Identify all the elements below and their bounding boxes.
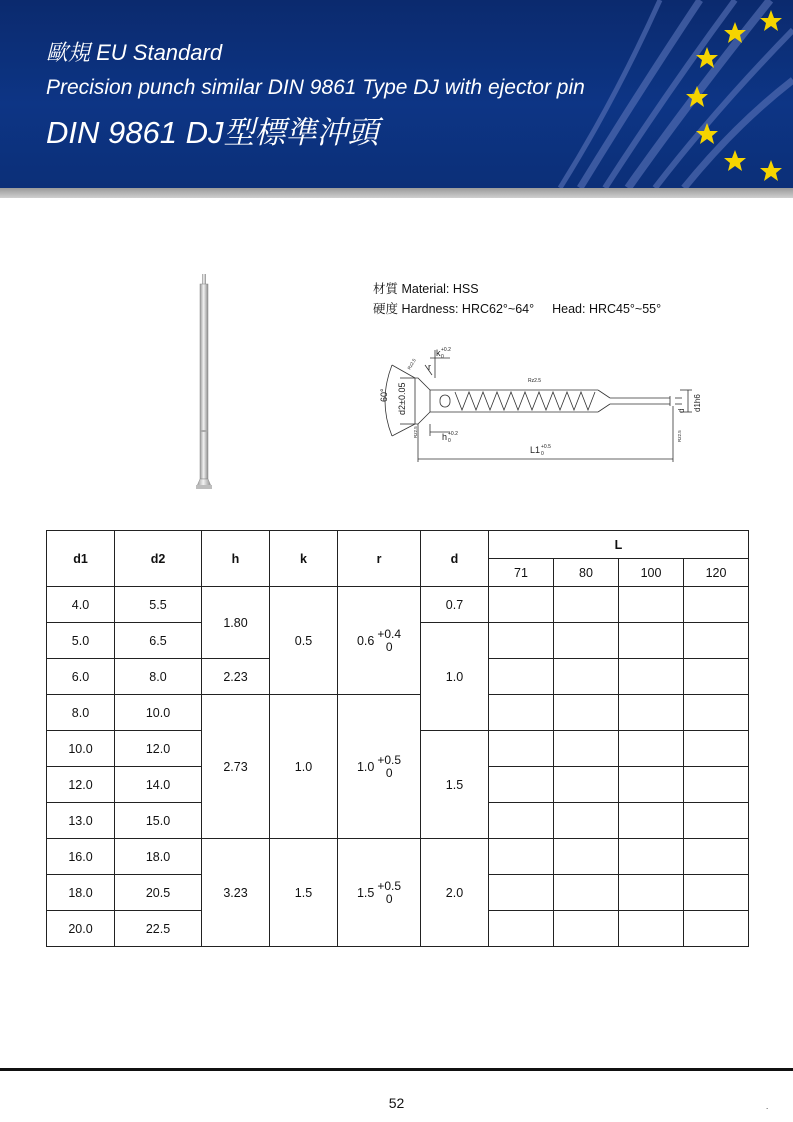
header-L-120: 120 [684, 559, 749, 587]
star-icon [724, 150, 746, 171]
cell-L [619, 731, 684, 767]
material-spec: 材質 Material: HSS [373, 282, 479, 296]
cell-L [684, 659, 749, 695]
cell-L [684, 767, 749, 803]
hardness-value: 硬度 Hardness: HRC62°~64° [373, 302, 535, 316]
cell-d2: 10.0 [115, 695, 202, 731]
surface-finish-shank: Rz2.5 [528, 378, 542, 384]
table-row [47, 587, 749, 623]
header-L-80: 80 [554, 559, 619, 587]
r-upper: +0.5 [377, 878, 402, 893]
cell-d2: 14.0 [115, 767, 202, 803]
cell-d2: 22.5 [115, 911, 202, 947]
cell-L [619, 623, 684, 659]
cell-L [489, 623, 554, 659]
cell-L [489, 767, 554, 803]
L1-tolerance: +0.5 [541, 444, 551, 450]
cell-L [684, 623, 749, 659]
table-row [47, 839, 749, 875]
cell-L [619, 695, 684, 731]
surface-finish-tip: Rz2.5 [677, 430, 682, 442]
cell-d1: 18.0 [47, 875, 115, 911]
r-upper: +0.4 [377, 626, 402, 641]
cell-r [338, 695, 421, 839]
cell-d2: 18.0 [115, 839, 202, 875]
banner-divider [0, 188, 793, 198]
cell-d1: 6.0 [47, 659, 115, 695]
cell-d2: 8.0 [115, 659, 202, 695]
r-lower: 0 [385, 891, 393, 906]
cell-L [619, 875, 684, 911]
cell-L [489, 911, 554, 947]
d-label: d [677, 408, 686, 413]
cell-L [489, 659, 554, 695]
cell-h: 3.23 [202, 839, 270, 947]
r-label: r [428, 362, 431, 372]
header-d: d [421, 531, 489, 587]
cell-L [684, 875, 749, 911]
header-L-71: 71 [489, 559, 554, 587]
cell-d1: 8.0 [47, 695, 115, 731]
h-tolerance-low: 0 [448, 438, 451, 444]
surface-finish-head-top: Rz2.5 [406, 357, 417, 371]
header-k: k [270, 531, 338, 587]
cell-L [684, 731, 749, 767]
cell-L [489, 839, 554, 875]
cell-L [619, 767, 684, 803]
page-number: 52 [388, 1095, 405, 1111]
cell-r [338, 587, 421, 695]
cell-d1: 20.0 [47, 911, 115, 947]
cell-L [619, 803, 684, 839]
d2-label: d2±0.05 [397, 382, 407, 415]
header-L: L [489, 531, 749, 559]
cell-d2: 15.0 [115, 803, 202, 839]
header-d2: d2 [115, 531, 202, 587]
cell-k: 0.5 [270, 587, 338, 695]
cell-h: 2.23 [202, 659, 270, 695]
cell-d: 2.0 [421, 839, 489, 947]
cell-L [554, 659, 619, 695]
cell-h: 1.80 [202, 587, 270, 659]
header-d1: d1 [47, 531, 115, 587]
cell-d2: 5.5 [115, 587, 202, 623]
h-tolerance: +0.2 [448, 431, 458, 437]
star-icon [760, 160, 782, 181]
cell-d1: 16.0 [47, 839, 115, 875]
r-base: 1.5 [356, 885, 375, 900]
r-lower: 0 [385, 639, 393, 654]
cell-L [554, 731, 619, 767]
header-title-standard: 歐規 EU Standard [46, 40, 223, 65]
cell-L [619, 659, 684, 695]
technical-drawing [370, 340, 710, 465]
header-L-100: 100 [619, 559, 684, 587]
cell-L [619, 587, 684, 623]
cell-L [554, 875, 619, 911]
header-banner [0, 0, 793, 188]
cell-d1: 4.0 [47, 587, 115, 623]
cell-L [489, 803, 554, 839]
cell-k: 1.0 [270, 695, 338, 839]
k-tolerance: +0.2 [441, 347, 451, 353]
footer-rule [0, 1068, 793, 1071]
cell-L [684, 695, 749, 731]
surface-finish-head-bottom: Rz2.5 [413, 426, 418, 438]
cell-h: 2.73 [202, 695, 270, 839]
cell-L [554, 839, 619, 875]
cell-L [684, 587, 749, 623]
r-upper: +0.5 [377, 752, 402, 767]
cell-L [489, 731, 554, 767]
cell-L [554, 587, 619, 623]
d1-label: d1h6 [693, 394, 702, 412]
cell-L [554, 911, 619, 947]
cell-r [338, 839, 421, 947]
cell-L [619, 911, 684, 947]
head-hardness-value: Head: HRC45°~55° [552, 302, 662, 316]
cell-d2: 20.5 [115, 875, 202, 911]
cell-L [619, 839, 684, 875]
k-tolerance-low: 0 [441, 354, 444, 360]
punch-photo [188, 270, 228, 495]
cell-L [554, 803, 619, 839]
r-base: 1.0 [356, 759, 375, 774]
cell-d2: 12.0 [115, 731, 202, 767]
cell-d: 1.0 [421, 623, 489, 731]
cell-d1: 10.0 [47, 731, 115, 767]
cell-k: 1.5 [270, 839, 338, 947]
angle-label: 60° [379, 388, 389, 402]
cell-L [554, 767, 619, 803]
h-label: h [442, 432, 448, 442]
cell-L [489, 875, 554, 911]
cell-L [684, 803, 749, 839]
cell-d: 1.5 [421, 731, 489, 839]
cell-L [554, 695, 619, 731]
cell-d: 0.7 [421, 587, 489, 623]
r-base: 0.6 [356, 633, 375, 648]
header-r: r [338, 531, 421, 587]
cell-d1: 12.0 [47, 767, 115, 803]
cell-L [684, 911, 749, 947]
cell-L [489, 695, 554, 731]
cell-L [554, 623, 619, 659]
hardness-spec [373, 299, 661, 317]
cell-d2: 6.5 [115, 623, 202, 659]
header-title-product: DIN 9861 DJ型標準沖頭 [46, 115, 379, 150]
cell-L [684, 839, 749, 875]
cell-L [489, 587, 554, 623]
table-row [47, 695, 749, 731]
cell-d1: 13.0 [47, 803, 115, 839]
cell-d1: 5.0 [47, 623, 115, 659]
dimension-table [46, 530, 749, 947]
header-h: h [202, 531, 270, 587]
star-icon [696, 123, 718, 144]
L1-label: L1 [530, 445, 541, 455]
footer-mark: . [766, 1102, 769, 1111]
header-title-description: Precision punch similar DIN 9861 Type DJ with ejector pin [46, 76, 585, 99]
k-label: k [436, 348, 441, 358]
L1-tolerance-low: 0 [541, 451, 544, 457]
r-lower: 0 [385, 765, 393, 780]
